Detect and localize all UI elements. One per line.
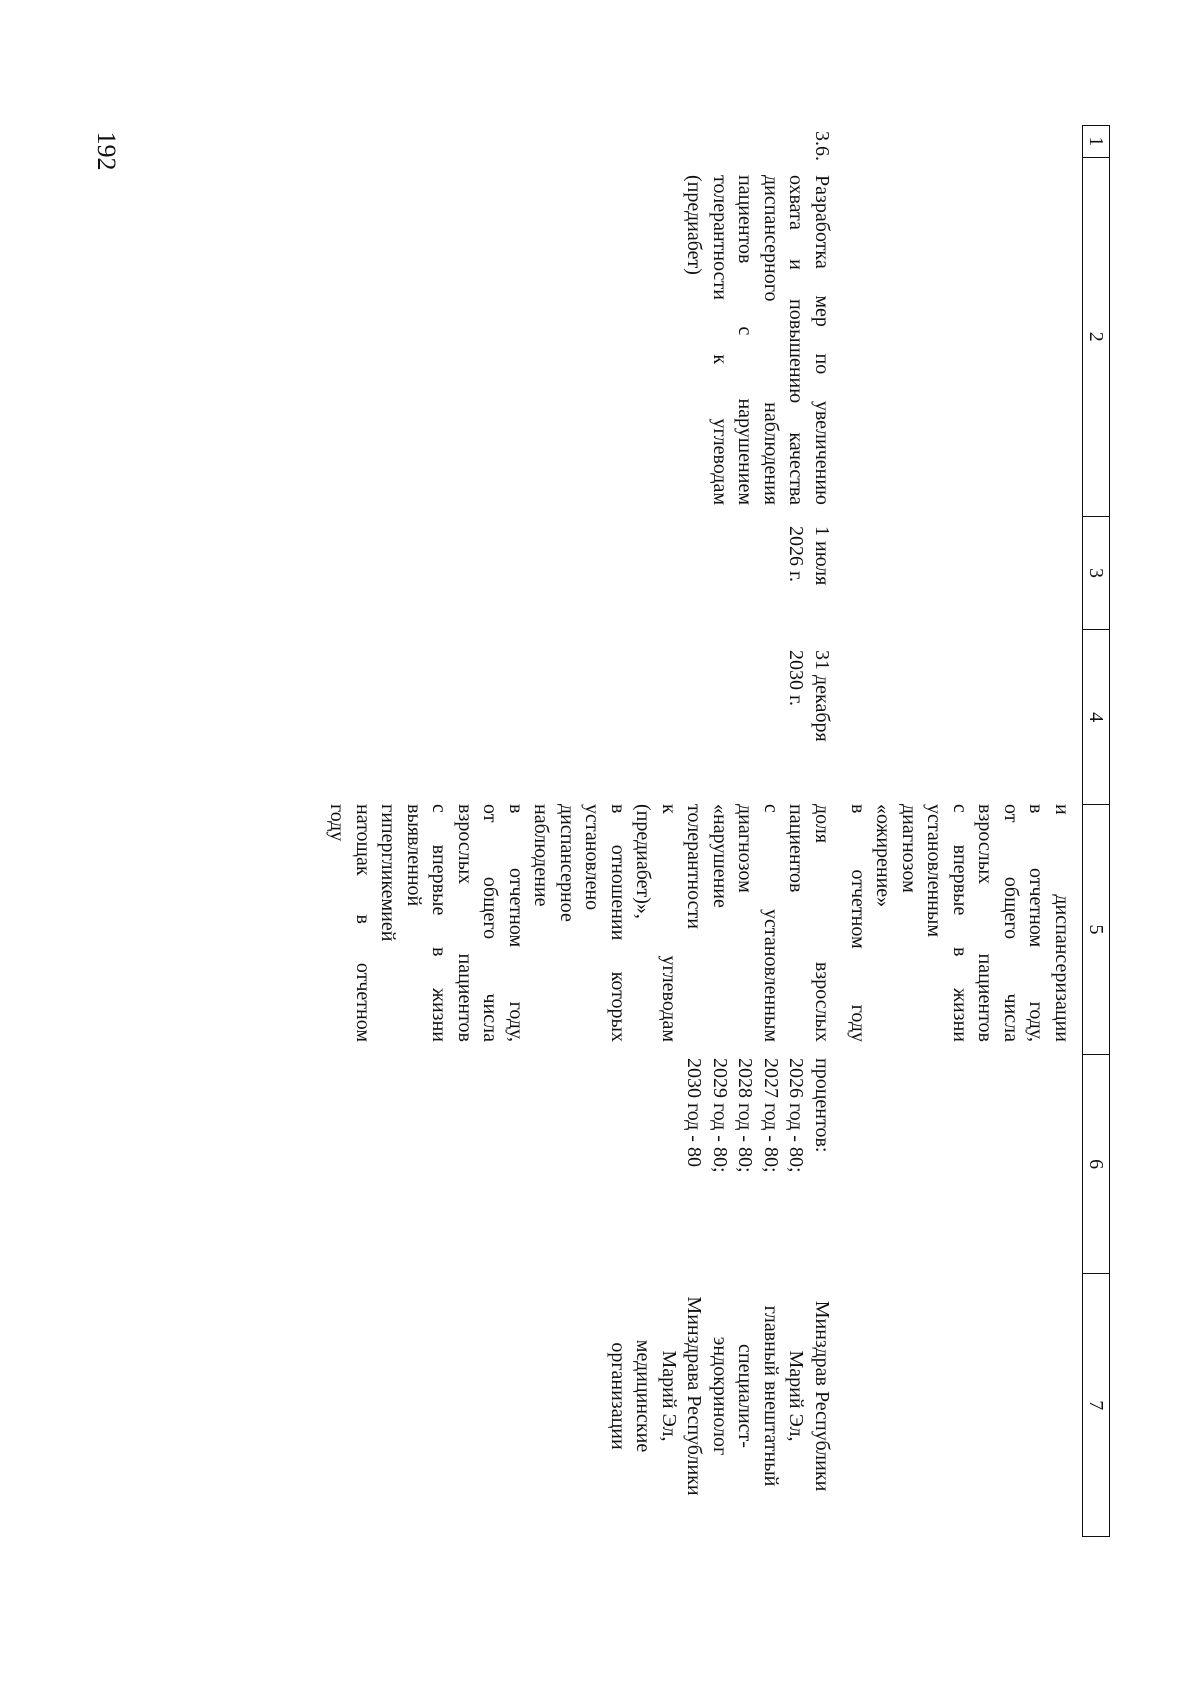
indicator-line: взрослых пациентов [454, 804, 476, 1042]
end-date-line: 2030 г. [785, 650, 808, 706]
indicator-line: в отношении которых [607, 804, 629, 1042]
indicator-line: доля взрослых [811, 804, 833, 1042]
description-line: толерантности к углеводам [709, 175, 731, 505]
indicator-line: диспансерное [556, 804, 578, 922]
executor-line: Минздрав Республики [811, 1300, 833, 1492]
target-value-line: 2028 год - 80; [734, 1058, 757, 1173]
column-number-5: 5 [1083, 805, 1109, 1055]
indicator-line: взрослых пациентов [974, 804, 997, 1042]
indicator-line: выявленной [403, 804, 425, 907]
executor-line: Марий Эл, [658, 1350, 680, 1442]
indicator-line: от общего числа [1000, 804, 1022, 1042]
indicator-line: установлено [581, 804, 604, 911]
target-value-line: 2027 год - 80; [760, 1058, 782, 1173]
responsible-executors [605, 1276, 835, 1516]
target-value-line: 2029 год - 80; [709, 1058, 731, 1173]
executor-line: главный внештатный [760, 1305, 782, 1487]
indicator-line: толерантности [683, 804, 706, 929]
executor-line: медицинские [632, 1339, 655, 1453]
indicator-line: «ожирение» [872, 804, 895, 908]
executor-line: специалист- [734, 1344, 757, 1448]
indicator-line: установленным [923, 804, 946, 937]
indicator-line: пациентов [785, 804, 808, 893]
indicator-line: и диспансеризации [1051, 804, 1073, 1042]
column-number-7: 7 [1083, 1274, 1109, 1537]
indicator-text [324, 804, 834, 1042]
start-date [783, 526, 834, 626]
indicator-line: натощак в отчетном [352, 804, 374, 1042]
indicator-line: диагнозом [734, 804, 757, 893]
description-line: охвата и повышению качества [785, 175, 808, 505]
indicator-line: «нарушение [709, 804, 731, 908]
indicator-line: в отчетном году, [1025, 804, 1048, 1042]
page-number: 192 [92, 131, 121, 171]
end-date-line: 31 декабря [811, 650, 833, 742]
description-line: диспансерного наблюдения [760, 175, 782, 505]
indicator-line: с установленным [760, 804, 782, 1042]
measure-description [681, 175, 834, 505]
executor-line: эндокринолог [709, 1336, 731, 1456]
executor-line: Минздрава Республики [683, 1296, 706, 1496]
table-page [190, 90, 1110, 1496]
start-date-line: 1 июля [811, 526, 833, 586]
start-date-line: 2026 г. [785, 526, 808, 582]
target-value-line: 2026 год - 80; [785, 1058, 808, 1173]
description-line: (предиабет) [683, 175, 706, 275]
continuation-indicator-text [845, 804, 1075, 1042]
end-date [783, 650, 834, 780]
indicator-line: в отчетном году [847, 804, 869, 1042]
indicator-line: наблюдение [530, 804, 553, 907]
executor-line: Марий Эл, [785, 1350, 808, 1442]
indicator-line: к углеводам [658, 804, 680, 1042]
description-line: пациентов с нарушением [734, 175, 757, 505]
indicator-line: от общего числа [479, 804, 502, 1042]
target-value-line: процентов: [811, 1058, 833, 1153]
target-values [681, 1058, 834, 1258]
column-number-3: 3 [1083, 517, 1109, 630]
indicator-line: (предиабет)», [632, 804, 655, 919]
indicator-line: с впервые в жизни [428, 804, 451, 1042]
indicator-line: с впервые в жизни [949, 804, 971, 1042]
description-line: Разработка мер по увеличению [811, 175, 833, 505]
indicator-line: году [326, 804, 349, 842]
indicator-line: в отчетном году, [505, 804, 527, 1042]
row-number: 3.6. [811, 131, 833, 161]
indicator-line: гипергликемией [377, 804, 400, 942]
column-number-row [1082, 125, 1110, 1537]
column-number-6: 6 [1083, 1055, 1109, 1275]
column-number-2: 2 [1083, 158, 1109, 517]
column-number-1: 1 [1083, 125, 1109, 158]
target-value-line: 2030 год - 80 [683, 1058, 706, 1167]
executor-line: организации [607, 1342, 629, 1450]
column-number-4: 4 [1083, 630, 1109, 805]
indicator-line: диагнозом [898, 804, 920, 893]
